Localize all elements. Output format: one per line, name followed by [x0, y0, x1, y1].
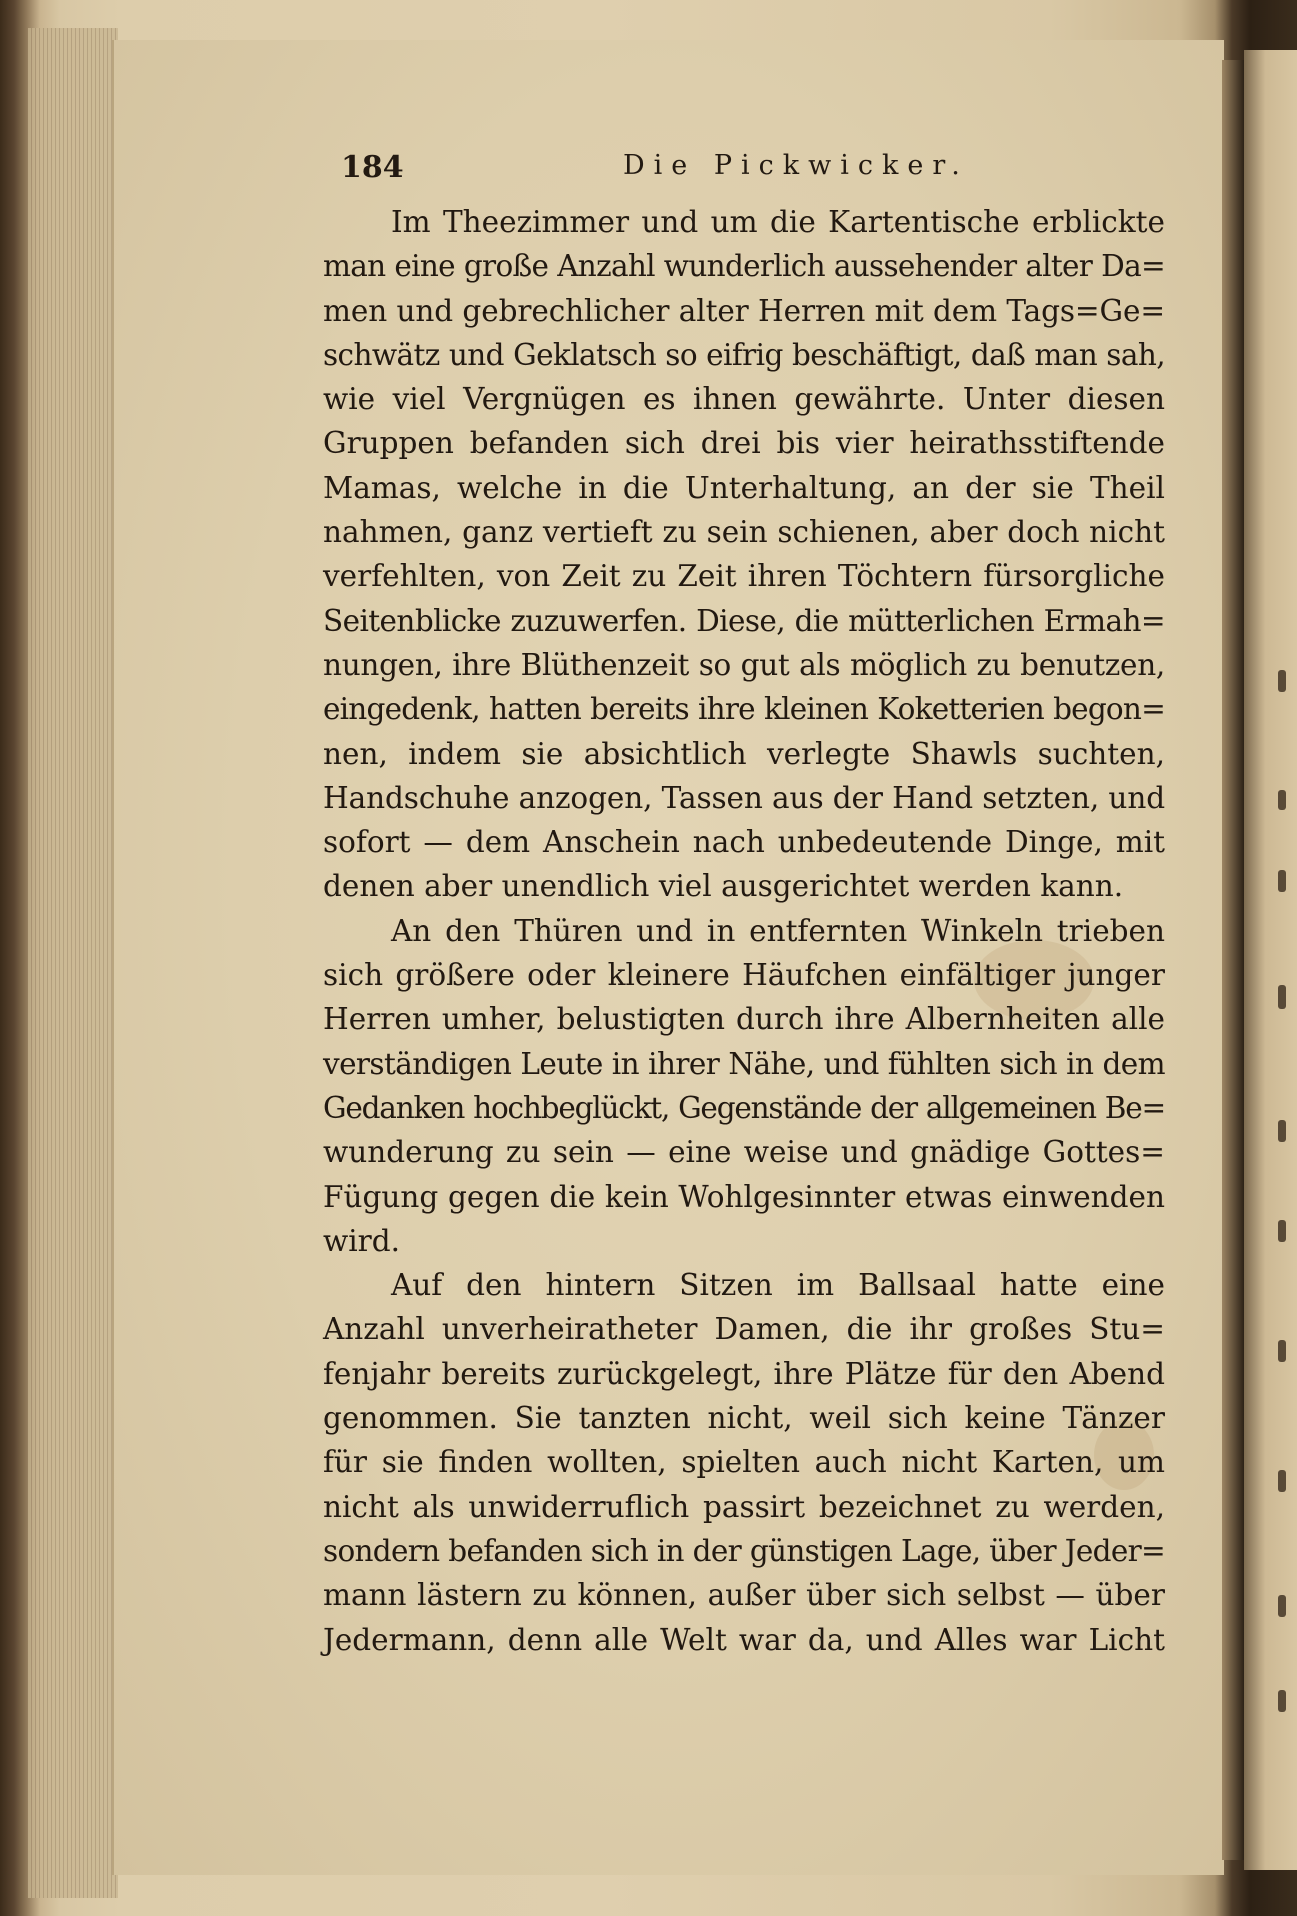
text-line: Mamas, welche in die Unterhaltung, an der sie Theil — [323, 470, 1165, 505]
text-line: eingedenk, hatten bereits ihre kleinen Koketterien begon= — [323, 692, 1165, 727]
text-line: schwätz und Geklatsch so eifrig beschäftigt, daß man sah, — [323, 337, 1165, 372]
adjacent-page-glyph — [1278, 1120, 1286, 1142]
text-line: man eine große Anzahl wunderlich aussehender alter Da= — [323, 249, 1165, 284]
adjacent-page-glyph — [1278, 870, 1286, 892]
text-line: Anzahl unverheiratheter Damen, die ihr großes Stu= — [323, 1312, 1165, 1347]
text-line: für sie finden wollten, spielten auch nicht Karten, um — [323, 1445, 1165, 1480]
adjacent-page-glyph — [1278, 1690, 1286, 1712]
text-line: verständigen Leute in ihrer Nähe, und fühlten sich in dem — [323, 1046, 1165, 1081]
adjacent-page-glyph — [1278, 1220, 1286, 1242]
running-head: Die Pickwicker. — [623, 150, 969, 181]
text-line: denen aber unendlich viel ausgerichtet werden kann. — [323, 869, 1124, 904]
text-line: An den Thüren und in entfernten Winkeln trieben — [391, 913, 1165, 948]
text-line: Seitenblicke zuzuwerfen. Diese, die mütterlichen Ermah= — [323, 603, 1165, 638]
paragraph — [323, 1263, 1165, 1662]
adjacent-page-glyph — [1278, 790, 1286, 810]
text-line: sondern befanden sich in der günstigen Lage, über Jeder= — [323, 1533, 1165, 1568]
text-line: men und gebrechlicher alter Herren mit dem Tags=Ge= — [323, 293, 1165, 328]
book-gutter — [1222, 60, 1244, 1860]
text-line: nungen, ihre Blüthenzeit so gut als möglich zu benutzen, — [323, 647, 1165, 682]
text-line: sofort — dem Anschein nach unbedeutende Dinge, mit — [323, 825, 1165, 860]
adjacent-page-edge — [1244, 50, 1297, 1870]
text-line: Handschuhe anzogen, Tassen aus der Hand setzten, und — [323, 780, 1166, 815]
stacked-page-edges — [28, 28, 118, 1898]
text-line: nicht als unwiderruflich passirt bezeichnet zu werden, — [323, 1489, 1165, 1524]
body-text — [323, 200, 1165, 1662]
text-line: mann lästern zu können, außer über sich selbst — über — [323, 1578, 1165, 1613]
adjacent-page-glyph — [1278, 670, 1286, 692]
text-line: Herren umher, belustigten durch ihre Albernheiten alle — [323, 1002, 1165, 1037]
text-line: nahmen, ganz vertieft zu sein schienen, aber doch nicht — [323, 515, 1165, 550]
text-line: fenjahr bereits zurückgelegt, ihre Plätze für den Abend — [323, 1356, 1165, 1391]
adjacent-page-glyph — [1278, 1470, 1286, 1492]
paragraph — [323, 909, 1165, 1263]
page-number: 184 — [341, 150, 404, 185]
text-line: Im Theezimmer und um die Kartentische erblickte — [391, 205, 1165, 239]
adjacent-page-glyph — [1278, 1340, 1286, 1362]
text-line: verfehlten, von Zeit zu Zeit ihren Töchtern fürsorgliche — [323, 559, 1165, 594]
text-line: wird. — [323, 1223, 401, 1258]
text-line: nen, indem sie absichtlich verlegte Shawls suchten, — [323, 736, 1165, 771]
text-line: Gedanken hochbeglückt, Gegenstände der allgemeinen Be= — [323, 1090, 1165, 1125]
text-line: Gruppen befanden sich drei bis vier heirathsstiftende — [323, 426, 1165, 461]
text-line: genommen. Sie tanzten nicht, weil sich keine Tänzer — [323, 1401, 1165, 1436]
adjacent-page-glyph — [1278, 1595, 1286, 1617]
text-line: wunderung zu sein — eine weise und gnädige Gottes= — [323, 1135, 1165, 1170]
text-line: wie viel Vergnügen es ihnen gewährte. Unter diesen — [323, 382, 1165, 417]
text-line: sich größere oder kleinere Häufchen einfältiger junger — [323, 958, 1165, 993]
text-line: Auf den hintern Sitzen im Ballsaal hatte eine — [391, 1268, 1165, 1303]
adjacent-page-glyph — [1278, 985, 1286, 1009]
text-line: Fügung gegen die kein Wohlgesinnter etwas einwenden — [323, 1179, 1165, 1214]
text-line: Jedermann, denn alle Welt war da, und Alles war Licht — [323, 1622, 1165, 1657]
paragraph — [323, 200, 1165, 909]
page-header — [341, 150, 1141, 194]
